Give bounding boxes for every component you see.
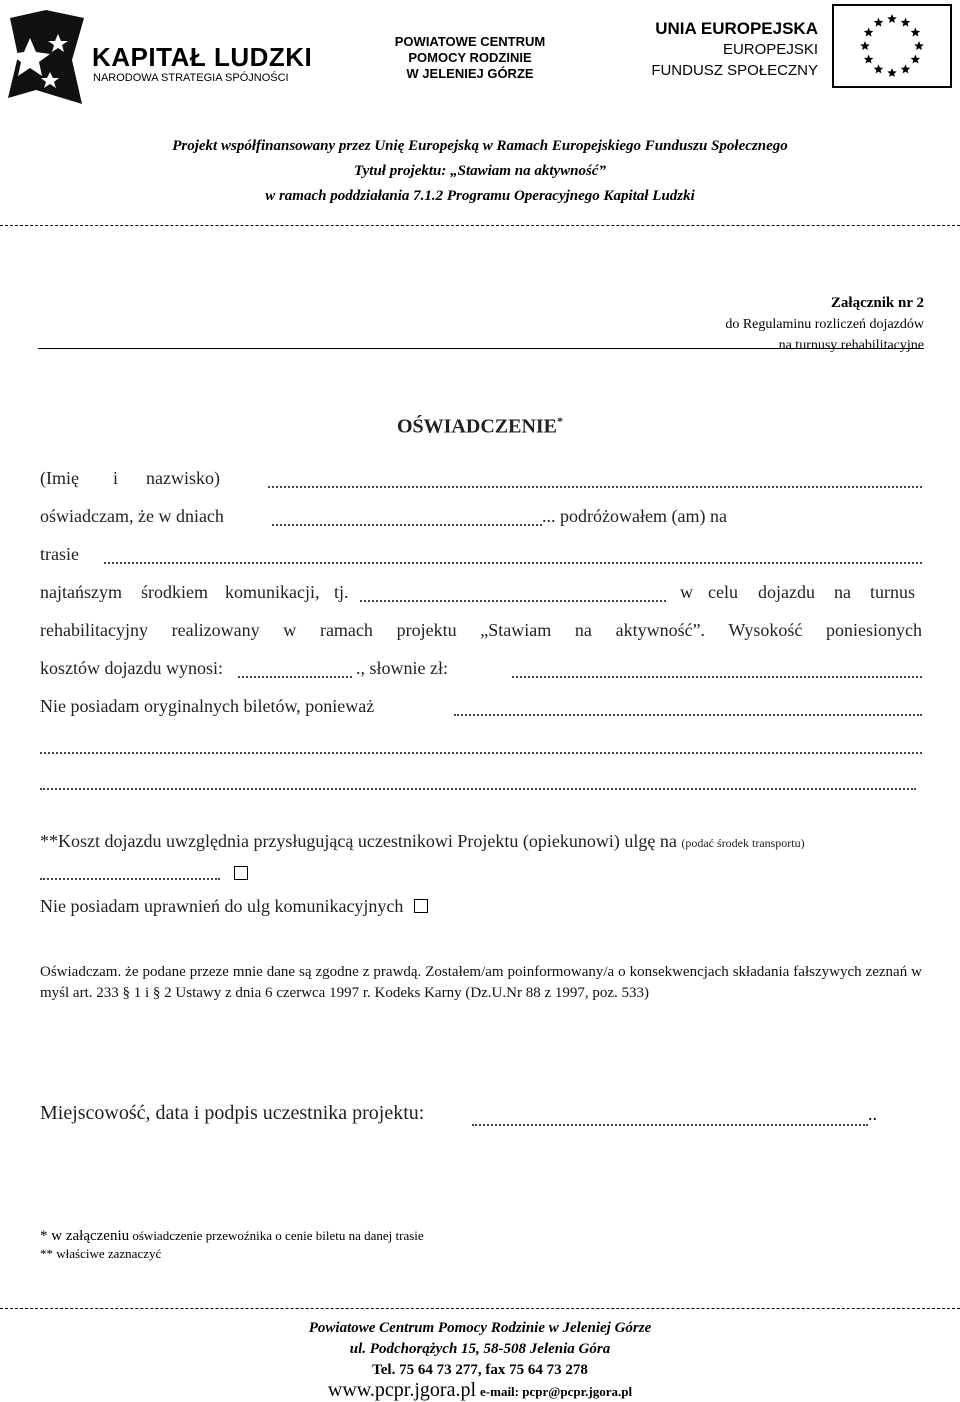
footnote-attachment-text: oświadczenie przewoźnika o cenie biletu na danej trasie xyxy=(132,1228,424,1243)
means-word: najtańszym xyxy=(40,582,122,602)
no-tickets-label: Nie posiadam oryginalnych biletów, ponieważ xyxy=(40,696,375,716)
eu-line: FUNDUSZ SPOŁECZNY xyxy=(651,62,818,79)
name-field[interactable] xyxy=(268,486,922,488)
eu-star-icon xyxy=(887,14,897,23)
statement-line-name xyxy=(40,468,79,489)
project-program: w ramach poddziałania 7.1.2 Programu Operacyjnego Kapitał Ludzki xyxy=(265,188,695,204)
eu-star-icon xyxy=(860,41,870,50)
website-link[interactable]: www.pcpr.jgora.pl xyxy=(327,1379,477,1401)
eu-star-icon xyxy=(864,28,874,37)
footer-divider xyxy=(0,1308,960,1309)
footer-address: ul. Podchorążych 15, 58-508 Jelenia Góra xyxy=(349,1341,611,1357)
means-word: celu xyxy=(708,582,738,602)
footer-org-name: Powiatowe Centrum Pomocy Rodzinie w Jeleniej Górze xyxy=(308,1320,652,1336)
discount-text: **Koszt dojazdu uwzględnia przysługującą uczestnikowi Projektu (opiekunowi) ulgę na xyxy=(40,831,677,851)
means-word: tj. xyxy=(334,582,349,602)
kl-subtitle: NARODOWA STRATEGIA SPÓJNOŚCI xyxy=(93,72,289,84)
annex-line: na turnusy rehabilitacyjne xyxy=(778,338,924,353)
travelled-label: ... podróżowałem (am) na xyxy=(542,506,727,526)
footnote-mark-instruction: ** właściwe zaznaczyć xyxy=(40,1246,162,1261)
header-divider xyxy=(0,225,960,226)
name-label-word: nazwisko) xyxy=(146,468,220,488)
footnote-attachment xyxy=(40,1228,424,1245)
pcpr-header-line: POMOCY RODZINIE xyxy=(408,50,532,65)
eu-star-icon xyxy=(887,68,897,77)
no-discount-label: Nie posiadam uprawnień do ulg komunikacyjnych xyxy=(40,896,404,916)
eu-star-icon xyxy=(901,64,911,73)
eu-title: UNIA EUROPEJSKA xyxy=(655,19,818,38)
eu-star-icon xyxy=(901,18,911,27)
annex-line: do Regulaminu rozliczeń dojazdów xyxy=(725,317,924,332)
means-word: komunikacji, xyxy=(225,582,320,602)
email-text: e-mail: pcpr@pcpr.jgora.pl xyxy=(480,1384,633,1399)
kl-title: KAPITAŁ LUDZKI xyxy=(92,42,313,72)
transport-means-field[interactable] xyxy=(40,878,220,880)
footer-contact xyxy=(0,1379,960,1402)
eu-star-icon xyxy=(874,18,884,27)
pcpr-header-line: POWIATOWE CENTRUM xyxy=(394,34,546,49)
eu-line: EUROPEJSKI xyxy=(722,41,818,58)
footnote-mark: * xyxy=(557,414,564,428)
footer-phone: Tel. 75 64 73 277, fax 75 64 73 278 xyxy=(372,1362,588,1378)
no-discount-line xyxy=(40,896,428,917)
project-title: Tytuł projektu: „Stawiam na aktywność” xyxy=(354,163,606,179)
days-label: oświadczam, że w dniach xyxy=(40,506,224,526)
no-discount-checkbox[interactable] xyxy=(414,899,428,913)
cost-label: kosztów dojazdu wynosi: xyxy=(40,658,223,678)
means-word: w xyxy=(680,582,693,602)
eu-flag xyxy=(832,4,952,88)
route-label: trasie xyxy=(40,544,79,564)
eu-star-icon xyxy=(911,28,921,37)
name-label-word: (Imię xyxy=(40,468,79,488)
signature-tail: .. xyxy=(868,1104,877,1124)
pcpr-header-line: W JELENIEJ GÓRZE xyxy=(406,66,534,81)
signature-label: Miejscowość, data i podpis uczestnika projektu: xyxy=(40,1102,425,1124)
project-cofinancing: Projekt współfinansowany przez Unię Europejską w Ramach Europejskiego Funduszu Społecznego xyxy=(172,138,788,154)
eu-star-icon xyxy=(911,55,921,64)
means-word: na xyxy=(834,582,851,602)
kapital-ludzki-logo xyxy=(6,8,313,108)
means-word: dojazdu xyxy=(758,582,815,602)
name-label-word: i xyxy=(113,468,119,488)
eu-stars-icon xyxy=(834,6,950,86)
discount-line xyxy=(40,831,805,852)
means-word: turnus xyxy=(870,582,915,602)
footer xyxy=(0,1318,960,1381)
route-field[interactable] xyxy=(104,562,922,564)
no-tickets-reason-field[interactable] xyxy=(40,752,922,754)
signature-field[interactable] xyxy=(472,1124,868,1126)
annex-underline xyxy=(38,348,924,349)
signature-line xyxy=(40,1102,424,1125)
project-realization-line: rehabilitacyjny realizowany w ramach projektu „Stawiam na aktywność”. Wysokość poniesionych xyxy=(40,620,922,640)
cost-words-field[interactable] xyxy=(512,676,922,678)
statement-title-text: OŚWIADCZENIE xyxy=(396,415,558,438)
no-tickets-reason-field[interactable] xyxy=(454,714,922,716)
statement-title xyxy=(0,414,960,439)
means-word: środkiem xyxy=(141,582,208,602)
eu-star-icon xyxy=(874,64,884,73)
discount-hint: (podać środek transportu) xyxy=(681,836,805,850)
project-info xyxy=(0,134,960,209)
days-field[interactable] xyxy=(272,524,542,526)
discount-checkbox[interactable] xyxy=(234,866,248,880)
no-tickets-reason-field[interactable] xyxy=(40,788,916,790)
means-field[interactable] xyxy=(360,600,666,602)
eu-star-icon xyxy=(864,55,874,64)
star-burst-icon xyxy=(6,8,88,106)
annex-block xyxy=(725,293,924,356)
footnote-attachment-label: * w załączeniu xyxy=(40,1228,130,1244)
pcpr-header-name xyxy=(370,34,570,82)
statement-line-means xyxy=(40,582,922,604)
cost-field[interactable] xyxy=(238,676,352,678)
annex-title: Załącznik nr 2 xyxy=(830,295,924,311)
eu-fund-text xyxy=(640,18,818,81)
legal-declaration: Oświadczam. że podane przeze mnie dane są zgodne z prawdą. Zostałem/am poinformowany/a o konsekwencjach składania fałszywych zeznań w myśl art. 233 § 1 i § 2 Ustawy z dnia 6 czerwca 1997 r. Kodeks Karny (Dz.U.Nr 88 z 1997, poz. 533) xyxy=(40,964,922,1001)
eu-star-icon xyxy=(914,41,924,50)
cost-words-label: ., słownie zł: xyxy=(356,658,448,678)
